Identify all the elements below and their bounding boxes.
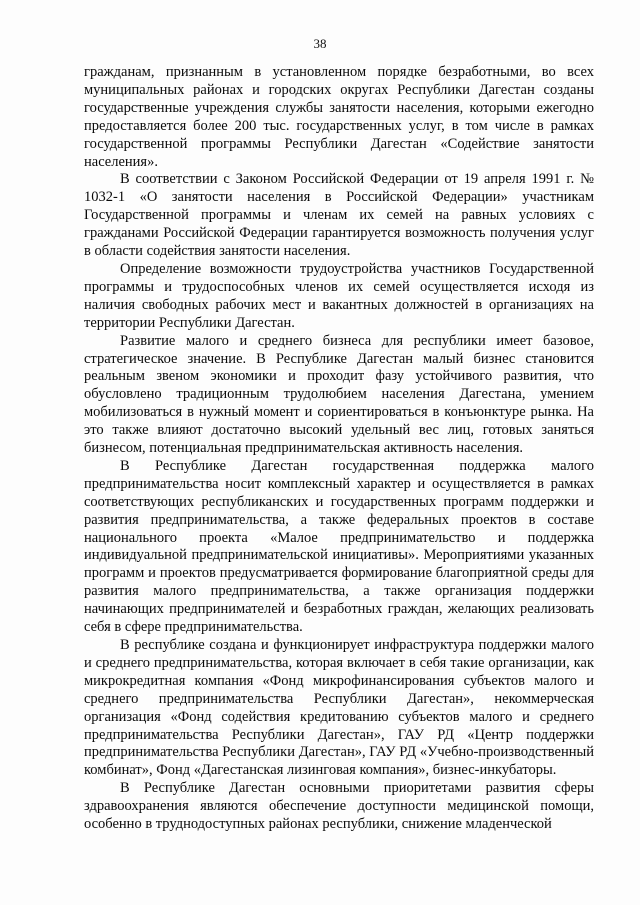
paragraph: В республике создана и функционирует инфраструктура поддержки малого и среднего предпринимательства, которая включает в себя такие организации, как микрокредитная компания «Фонд микрофинансирования субъектов малого и среднего предпринимательства Республики Дагестан», некоммерческая организация «Фонд содействия кредитованию субъектов малого и среднего предпринимательства Республики Дагестан», ГАУ РД «Центр поддержки предпринимательства Республики Дагестан», ГАУ РД «Учебно-производственный комбинат», Фонд «Дагестанская лизинговая компания», бизнес-инкубаторы. — [84, 637, 594, 779]
paragraph: В Республике Дагестан основными приоритетами развития сферы здравоохранения являются обеспечение доступности медицинской помощи, особенно в труднодоступных районах республики, снижение младенческой — [84, 780, 594, 833]
paragraph: В соответствии с Законом Российской Федерации от 19 апреля 1991 г. № 1032-1 «О занятости населения в Российской Федерации» участникам Государственной программы и членам их семей на равных условиях с гражданами Российской Федерации гарантируется возможность получения услуг в области содействия занятости населения. — [84, 171, 594, 260]
paragraph: В Республике Дагестан государственная поддержка малого предпринимательства носит комплексный характер и осуществляется в рамках соответствующих республиканских и государственных программ поддержки и развития предпринимательства, а также федеральных проектов в составе национального проекта «Малое предпринимательство и поддержка индивидуальной предпринимательской инициативы». Мероприятиями указанных программ и проектов предусматривается формирование благоприятной среды для развития малого предпринимательства, а также организация поддержки начинающих предпринимателей и безработных граждан, желающих реализовать себя в сфере предпринимательства. — [84, 457, 594, 636]
paragraph: Развитие малого и среднего бизнеса для республики имеет базовое, стратегическое значение. В Республике Дагестан малый бизнес становится реальным звеном экономики и проходит фазу устойчивого развития, что обусловлено традиционным трудолюбием населения Дагестана, умением мобилизоваться в нужный момент и сориентироваться в конъюнктуре рынка. На это также влияют достаточно высокий удельный вес лиц, готовых заняться бизнесом, потенциальная предпринимательская активность населения. — [84, 332, 594, 457]
page-number: 38 — [313, 36, 327, 51]
paragraph: гражданам, признанным в установленном порядке безработными, во всех муниципальных районах и городских округах Республики Дагестан созданы государственные учреждения службы занятости населения, которыми ежегодно предоставляется более 200 тыс. государственных услуг, в том числе в рамках государственной программы Республики Дагестан «Содействие занятости населения». — [84, 64, 594, 170]
paragraph: Определение возможности трудоустройства участников Государственной программы и трудоспособных членов их семей осуществляется исходя из наличия свободных рабочих мест и вакантных должностей в организациях на территории Республики Дагестан. — [84, 260, 594, 331]
body-text — [84, 64, 594, 834]
